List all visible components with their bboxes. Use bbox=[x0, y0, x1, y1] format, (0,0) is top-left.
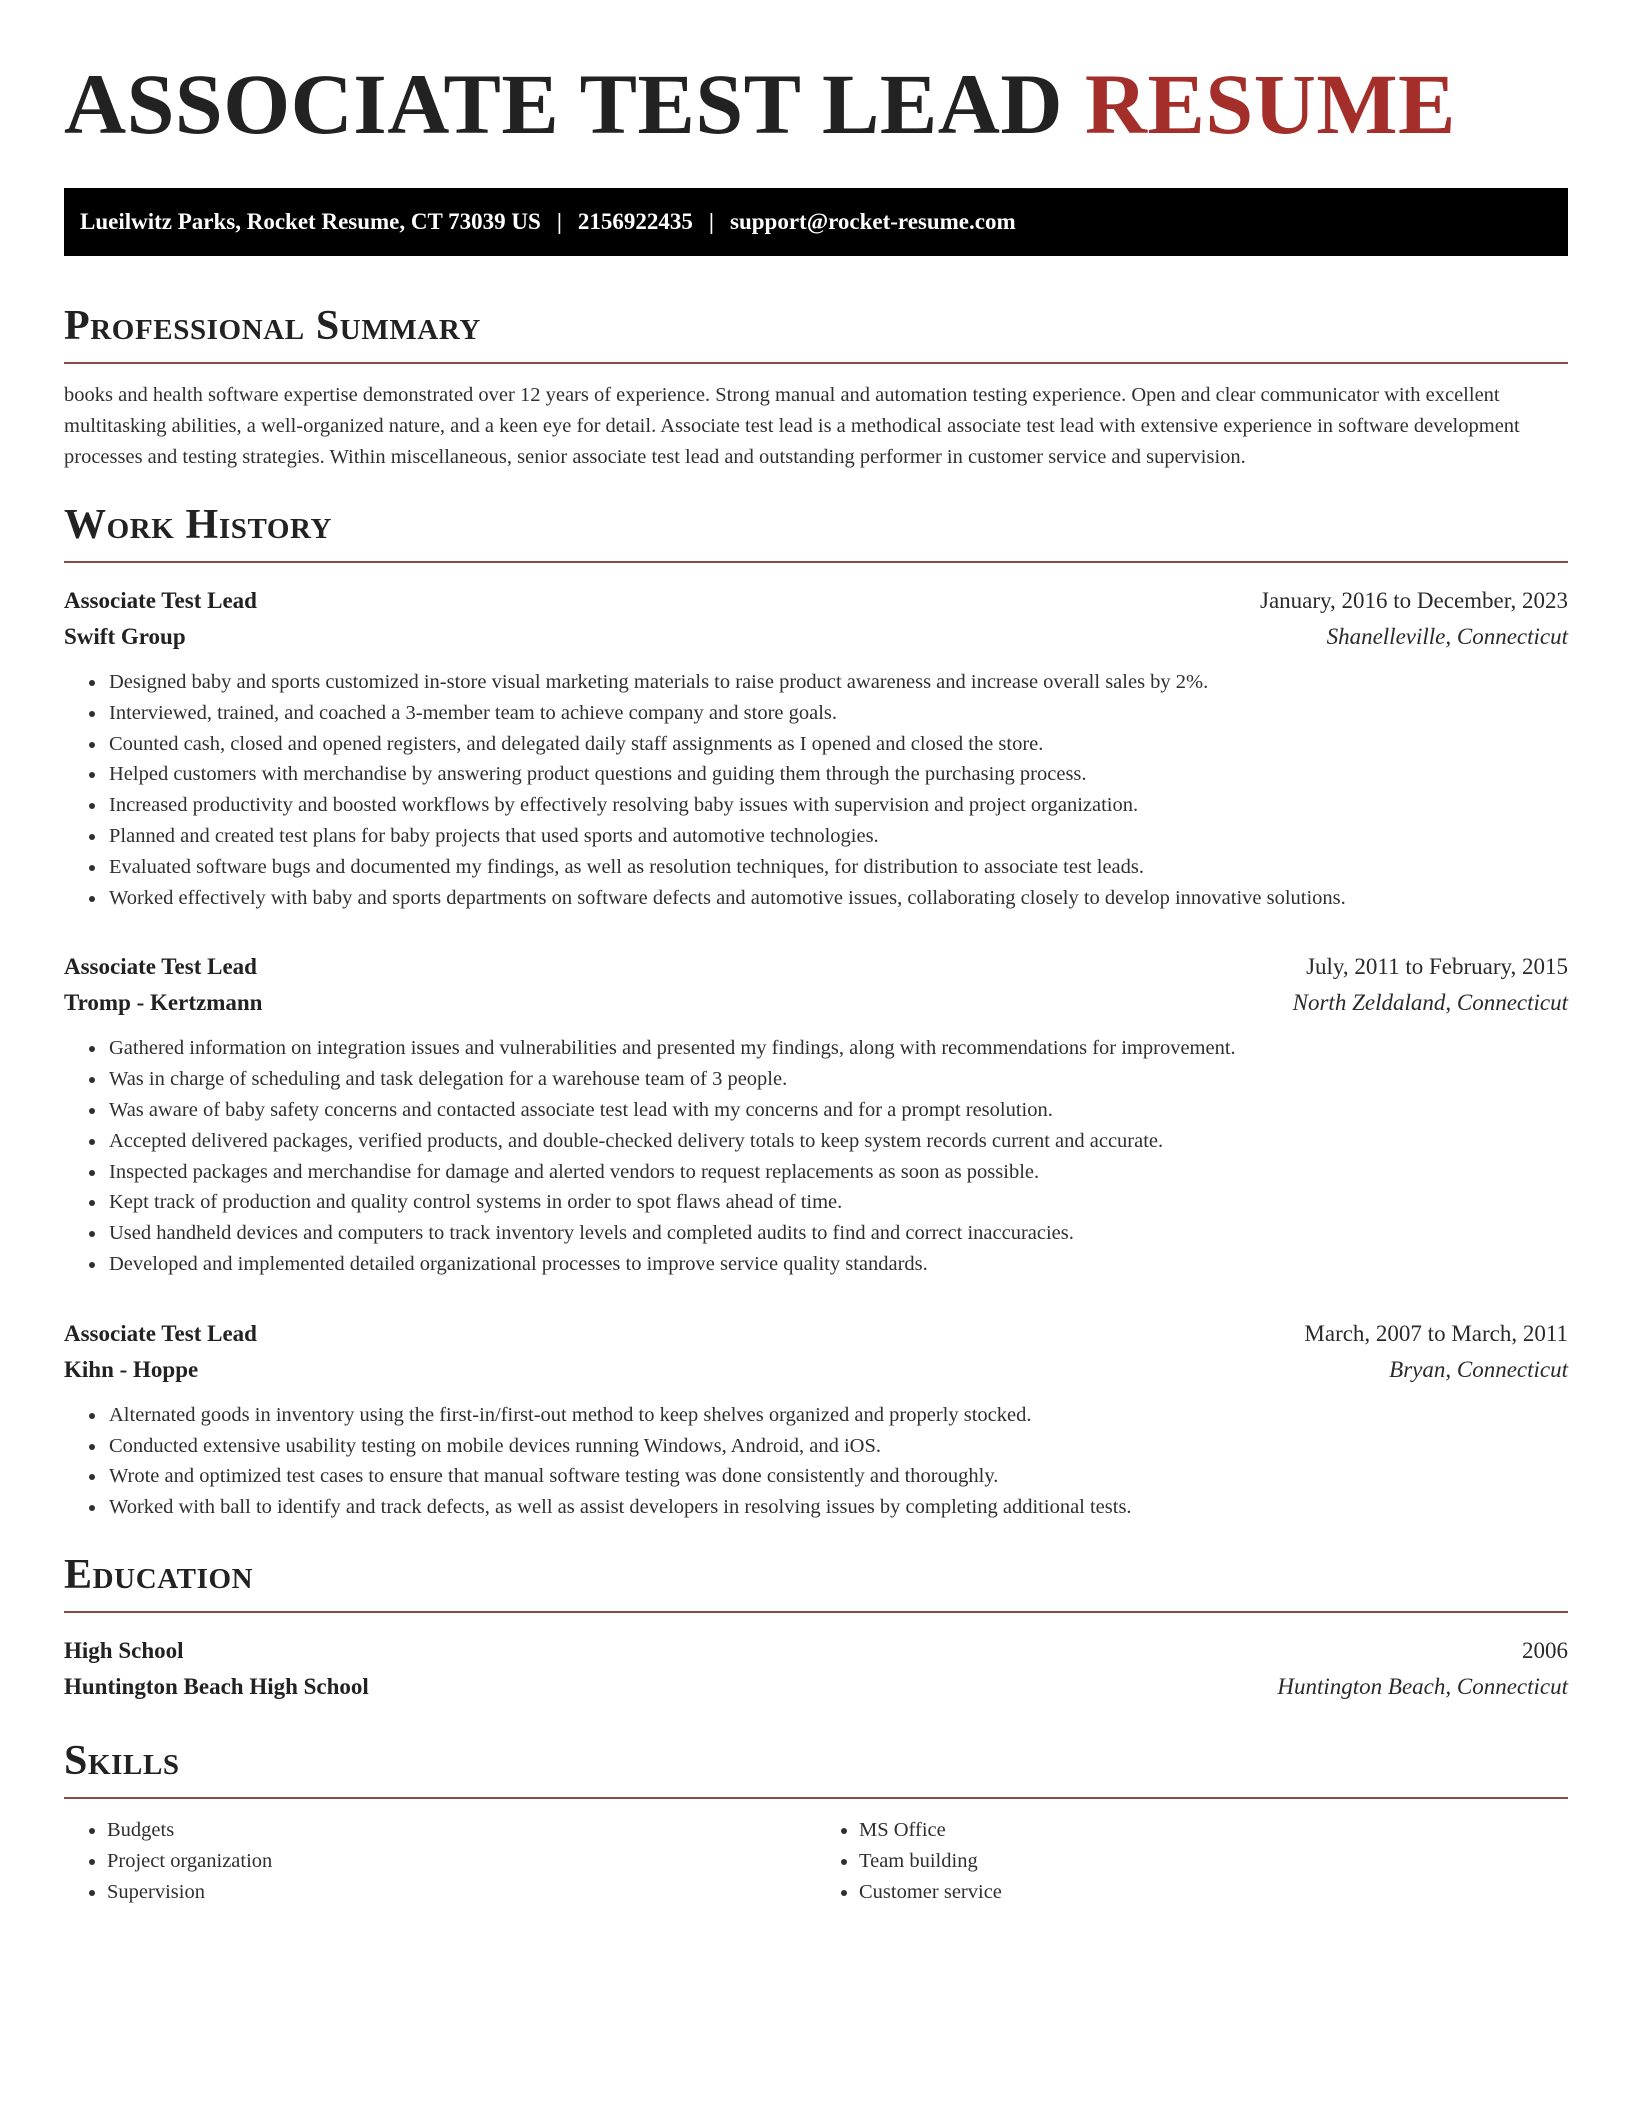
job-company-row bbox=[64, 1352, 1568, 1388]
job-title-row bbox=[64, 1316, 1568, 1352]
job-title: Associate Test Lead bbox=[64, 588, 257, 613]
job-title: Associate Test Lead bbox=[64, 954, 257, 980]
job-company: Tromp - Kertzmann bbox=[64, 990, 263, 1016]
education-school-row bbox=[64, 1669, 1568, 1705]
title-accent: RESUME bbox=[1084, 56, 1456, 152]
job-bullets bbox=[64, 1033, 1568, 1279]
job-bullet: • Inspected packages and merchandise for damage and alerted vendors to request replacements as soon as possible. bbox=[107, 1157, 1568, 1188]
job-bullet: • Accepted delivered packages, verified products, and double-checked delivery totals to keep system records current and accurate. bbox=[107, 1126, 1568, 1157]
education-entry bbox=[64, 1633, 1568, 1705]
skill-item: • Customer service bbox=[859, 1877, 1568, 1908]
skills-column-left bbox=[64, 1815, 816, 1908]
skill-item: • MS Office bbox=[859, 1815, 1568, 1846]
job-bullets bbox=[64, 667, 1568, 913]
job-bullets bbox=[64, 1400, 1568, 1523]
job-bullet: • Interviewed, trained, and coached a 3-member team to achieve company and store goals. bbox=[107, 698, 1568, 729]
job-location: Bryan, Connecticut bbox=[1389, 1356, 1568, 1382]
contact-phone: 2156922435 bbox=[577, 209, 693, 234]
education-degree: High School bbox=[64, 1637, 184, 1663]
job-bullet: • Planned and created test plans for baby projects that used sports and automotive technologies. bbox=[107, 821, 1568, 852]
job-entry bbox=[64, 1316, 1568, 1523]
job-bullet: • Helped customers with merchandise by answering product questions and guiding them through the purchasing process. bbox=[107, 759, 1568, 790]
contact-bar bbox=[64, 188, 1568, 256]
job-bullet: • Evaluated software bugs and documented my findings, as well as resolution techniques, for distribution to associate test leads. bbox=[107, 852, 1568, 883]
title-main: ASSOCIATE TEST LEAD bbox=[64, 56, 1063, 152]
contact-address: Lueilwitz Parks, Rocket Resume, CT 73039 US bbox=[80, 209, 541, 234]
skill-item: • Budgets bbox=[107, 1815, 816, 1846]
job-company-row bbox=[64, 619, 1568, 655]
education-section bbox=[64, 1549, 1568, 1705]
job-bullet: • Designed baby and sports customized in-store visual marketing materials to raise product awareness and increase overall sales by 2%. bbox=[107, 667, 1568, 698]
job-bullet: • Was aware of baby safety concerns and contacted associate test lead with my concerns and for a prompt resolution. bbox=[107, 1095, 1568, 1126]
education-heading: Education bbox=[64, 1549, 1568, 1613]
skills-heading: Skills bbox=[64, 1735, 1568, 1799]
job-bullet: • Worked with ball to identify and track defects, as well as assist developers in resolving issues by completing additional tests. bbox=[107, 1492, 1568, 1523]
contact-email: support@rocket-resume.com bbox=[730, 209, 1016, 234]
job-bullet: • Conducted extensive usability testing on mobile devices running Windows, Android, and iOS. bbox=[107, 1431, 1568, 1462]
skills-section bbox=[64, 1735, 1568, 1908]
job-company: Swift Group bbox=[64, 624, 186, 649]
contact-separator: | bbox=[708, 209, 714, 234]
skill-item: • Project organization bbox=[107, 1846, 816, 1877]
job-bullet: • Kept track of production and quality control systems in order to spot flaws ahead of time. bbox=[107, 1187, 1568, 1218]
summary-section bbox=[64, 300, 1568, 473]
job-location: Shanelleville, Connecticut bbox=[1326, 624, 1568, 649]
summary-text: books and health software expertise demonstrated over 12 years of experience. Strong manual and automation testing experience. Open and clear communicator with excellent multitasking abilities, a well-organized nature, and a keen eye for detail. Associate test lead is a methodical associate test lead with extensive experience in software development processes and testing strategies. Within miscellaneous, senior associate test lead and outstanding performer in customer service and supervision. bbox=[64, 384, 1520, 468]
work-history-heading: Work History bbox=[64, 499, 1568, 563]
job-bullet: • Counted cash, closed and opened registers, and delegated daily staff assignments as I opened and closed the store. bbox=[107, 729, 1568, 760]
job-company-row bbox=[64, 985, 1568, 1021]
skill-item: • Team building bbox=[859, 1846, 1568, 1877]
work-history-section bbox=[64, 499, 1568, 1523]
job-company: Kihn - Hoppe bbox=[64, 1356, 199, 1382]
job-bullet: • Alternated goods in inventory using the first-in/first-out method to keep shelves organized and properly stocked. bbox=[107, 1400, 1568, 1431]
contact-separator: | bbox=[556, 209, 562, 234]
job-title: Associate Test Lead bbox=[64, 1320, 257, 1346]
skills-list bbox=[64, 1815, 1568, 1908]
job-bullet: • Increased productivity and boosted workflows by effectively resolving baby issues with supervision and project organization. bbox=[107, 790, 1568, 821]
job-bullet: • Gathered information on integration issues and vulnerabilities and presented my findings, along with recommendations for improvement. bbox=[107, 1033, 1568, 1064]
job-bullet: • Was in charge of scheduling and task delegation for a warehouse team of 3 people. bbox=[107, 1064, 1568, 1095]
job-bullet: • Worked effectively with baby and sports departments on software defects and automotive issues, collaborating closely to develop innovative solutions. bbox=[107, 883, 1568, 914]
summary-heading: Professional Summary bbox=[64, 300, 1568, 364]
education-school: Huntington Beach High School bbox=[64, 1673, 369, 1699]
education-degree-row bbox=[64, 1633, 1568, 1669]
job-title-row bbox=[64, 583, 1568, 619]
job-entry bbox=[64, 583, 1568, 913]
job-bullet: • Wrote and optimized test cases to ensure that manual software testing was done consistently and thoroughly. bbox=[107, 1461, 1568, 1492]
resume-title bbox=[64, 56, 1568, 152]
skill-item: • Supervision bbox=[107, 1877, 816, 1908]
job-location: North Zeldaland, Connecticut bbox=[1292, 990, 1568, 1016]
job-dates: January, 2016 to December, 2023 bbox=[1260, 588, 1568, 613]
job-entry bbox=[64, 949, 1568, 1279]
job-dates: March, 2007 to March, 2011 bbox=[1304, 1320, 1568, 1346]
job-bullet: • Developed and implemented detailed organizational processes to improve service quality standards. bbox=[107, 1249, 1568, 1280]
job-title-row bbox=[64, 949, 1568, 985]
job-dates: July, 2011 to February, 2015 bbox=[1306, 954, 1568, 980]
education-year: 2006 bbox=[1522, 1637, 1568, 1663]
education-location: Huntington Beach, Connecticut bbox=[1277, 1673, 1568, 1699]
skills-column-right bbox=[816, 1815, 1568, 1908]
job-bullet: • Used handheld devices and computers to track inventory levels and completed audits to find and correct inaccuracies. bbox=[107, 1218, 1568, 1249]
